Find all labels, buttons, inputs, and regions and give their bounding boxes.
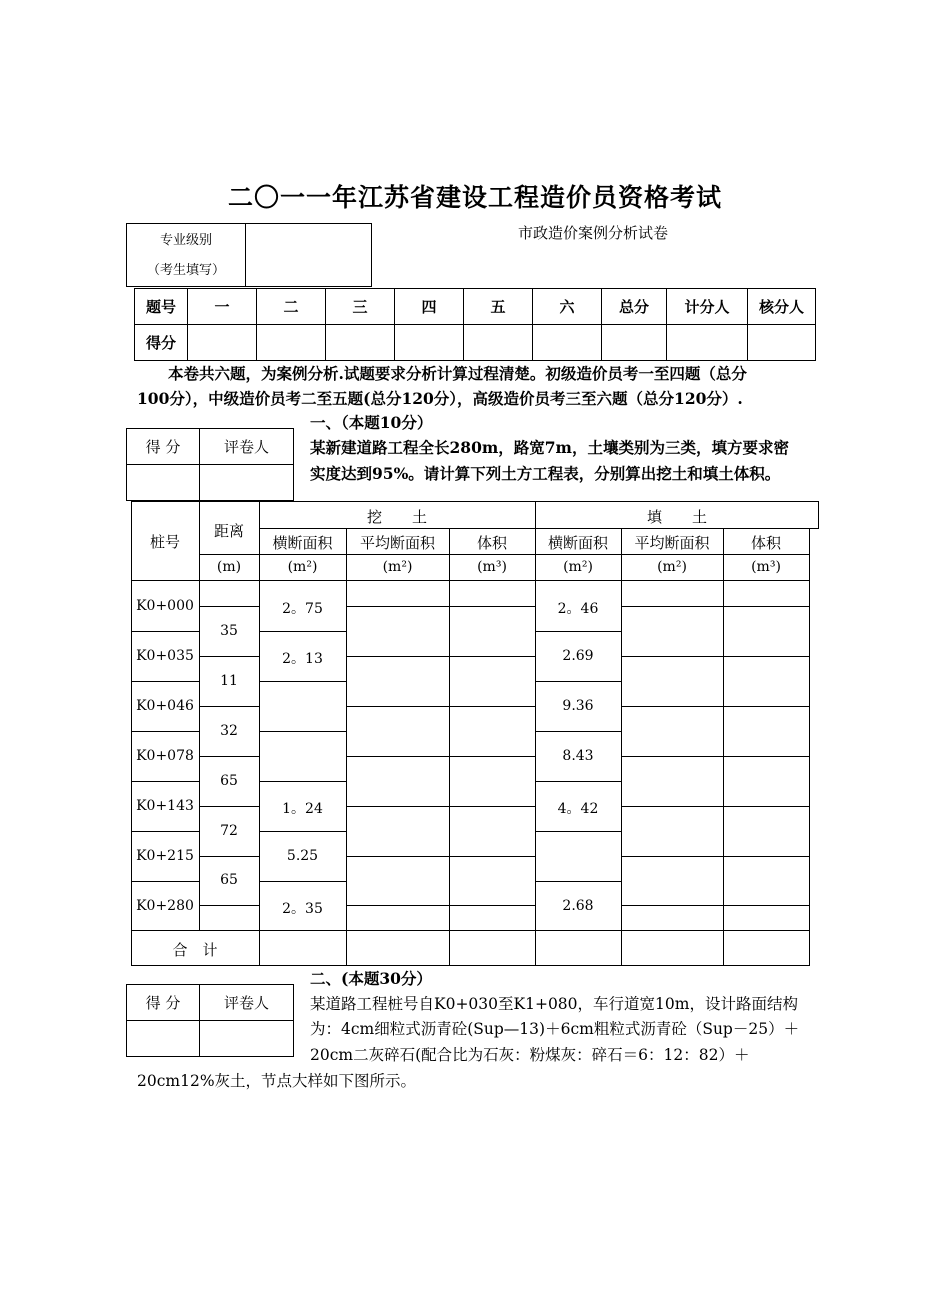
- q2-text-2: 为：4cm细粒式沥青砼(Sup—13)＋6cm粗粒式沥青砼（Sup－25）＋: [310, 1020, 800, 1038]
- fill-area-0: 2。46: [557, 601, 599, 617]
- cut-area-6: 2。35: [282, 901, 323, 917]
- q2-heading: 二、(本题30分）: [310, 969, 432, 988]
- intro-line-2: 100分），中级造价员考二至五题(总分120分），高级造价员考三至六题（总分120分）.: [137, 389, 743, 408]
- candidate-input[interactable]: [246, 224, 372, 287]
- col-distance-header: 距离: [213, 522, 244, 540]
- grader-score-label: 得 分: [127, 429, 200, 465]
- grader-reviewer-cell[interactable]: [200, 465, 294, 501]
- page-subtitle: 市政造价案例分析试卷: [518, 224, 669, 242]
- group-fill-header: 填 土: [646, 508, 707, 526]
- unit-cut-avg: (m²): [382, 559, 413, 575]
- q1-heading: 一、（本题10分）: [310, 413, 433, 432]
- grader-reviewer-label: 评卷人: [200, 429, 294, 465]
- unit-cut-vol: (m³): [477, 559, 507, 575]
- cut-area-5: 5.25: [286, 848, 319, 864]
- score-col-4: 四: [395, 289, 464, 325]
- q2-text-3: 20cm二灰碎石(配合比为石灰：粉煤灰：碎石＝6：12：82）＋: [310, 1046, 750, 1064]
- cut-vol-header: 体积: [476, 534, 507, 552]
- cut-area-0: 2。75: [282, 601, 323, 617]
- fill-area-4: 4。42: [557, 801, 599, 817]
- grader-reviewer-cell[interactable]: [200, 1021, 294, 1057]
- grader-reviewer-label: 评卷人: [200, 985, 294, 1021]
- unit-fill-avg: (m²): [657, 559, 687, 575]
- station-6: K0+280: [136, 898, 194, 914]
- candidate-label-level: 专业级别: [159, 233, 212, 248]
- station-1: K0+035: [136, 648, 194, 664]
- q1-text-1: 某新建道路工程全长280m，路宽7m，土壤类别为三类，填方要求密: [310, 438, 789, 457]
- fill-area-header: 横断面积: [547, 534, 608, 552]
- unit-fill-area: (m²): [563, 559, 593, 575]
- score-col-5: 五: [464, 289, 533, 325]
- fill-area-1: 2.69: [562, 648, 594, 664]
- q2-text-1: 某道路工程桩号自K0+030至K1+080，车行道宽10m，设计路面结构: [310, 995, 798, 1013]
- distance-5: 65: [220, 872, 238, 888]
- candidate-box: [126, 223, 372, 287]
- fill-vol-header: 体积: [750, 534, 781, 552]
- earthwork-table: [131, 501, 821, 967]
- score-cell[interactable]: [602, 325, 667, 361]
- score-cell[interactable]: [188, 325, 257, 361]
- distance-2: 32: [220, 723, 238, 739]
- score-cell[interactable]: [257, 325, 326, 361]
- cut-area-header: 横断面积: [272, 534, 333, 552]
- distance-0: 35: [220, 623, 238, 639]
- score-table: [134, 288, 816, 361]
- intro-line-1: 本卷共六题，为案例分析.试题要求分析计算过程清楚。初级造价员考一至四题（总分: [168, 364, 747, 383]
- station-5: K0+215: [136, 848, 194, 864]
- total-label: 合 计: [172, 941, 218, 959]
- station-3: K0+078: [136, 748, 194, 764]
- grader-box-q1: [126, 428, 294, 501]
- score-col-checker: 核分人: [748, 289, 816, 325]
- cut-area-4: 1。24: [282, 801, 323, 817]
- grader-score-cell[interactable]: [127, 465, 200, 501]
- station-0: K0+000: [136, 598, 194, 614]
- score-cell[interactable]: [464, 325, 533, 361]
- grader-box-q2: [126, 984, 294, 1057]
- station-4: K0+143: [136, 798, 194, 814]
- fill-avg-header: 平均断面积: [634, 534, 710, 552]
- grader-score-cell[interactable]: [127, 1021, 200, 1057]
- score-row-label-question: 题号: [135, 289, 188, 325]
- cut-avg-header: 平均断面积: [359, 534, 435, 552]
- score-col-total: 总分: [602, 289, 667, 325]
- score-col-2: 二: [257, 289, 326, 325]
- cut-area-1: 2。13: [282, 651, 323, 667]
- q2-text-4: 20cm12%灰土，节点大样如下图所示。: [137, 1072, 417, 1090]
- score-cell[interactable]: [748, 325, 816, 361]
- page-title: 二〇一一年江苏省建设工程造价员资格考试: [227, 183, 722, 212]
- grader-score-label: 得 分: [127, 985, 200, 1021]
- group-cut-header: 挖 土: [366, 508, 427, 526]
- score-cell[interactable]: [533, 325, 602, 361]
- unit-fill-vol: (m³): [751, 559, 781, 575]
- fill-area-2: 9.36: [562, 698, 594, 714]
- distance-4: 72: [220, 823, 238, 839]
- q1-text-2: 实度达到95%。请计算下列土方工程表，分别算出挖土和填土体积。: [310, 464, 781, 483]
- score-cell[interactable]: [667, 325, 748, 361]
- candidate-label-fill: （考生填写）: [146, 263, 225, 278]
- score-row-label-score: 得分: [135, 325, 188, 361]
- unit-m: (m): [216, 559, 242, 575]
- distance-3: 65: [220, 773, 238, 789]
- fill-area-6: 2.68: [562, 898, 594, 914]
- fill-area-3: 8.43: [562, 748, 594, 764]
- score-col-1: 一: [188, 289, 257, 325]
- score-cell[interactable]: [326, 325, 395, 361]
- score-col-scorer: 计分人: [667, 289, 748, 325]
- score-col-3: 三: [326, 289, 395, 325]
- station-2: K0+046: [136, 698, 194, 714]
- score-col-6: 六: [533, 289, 602, 325]
- col-station-header: 桩号: [149, 533, 180, 551]
- score-cell[interactable]: [395, 325, 464, 361]
- distance-1: 11: [220, 673, 238, 689]
- unit-cut-area: (m²): [287, 559, 318, 575]
